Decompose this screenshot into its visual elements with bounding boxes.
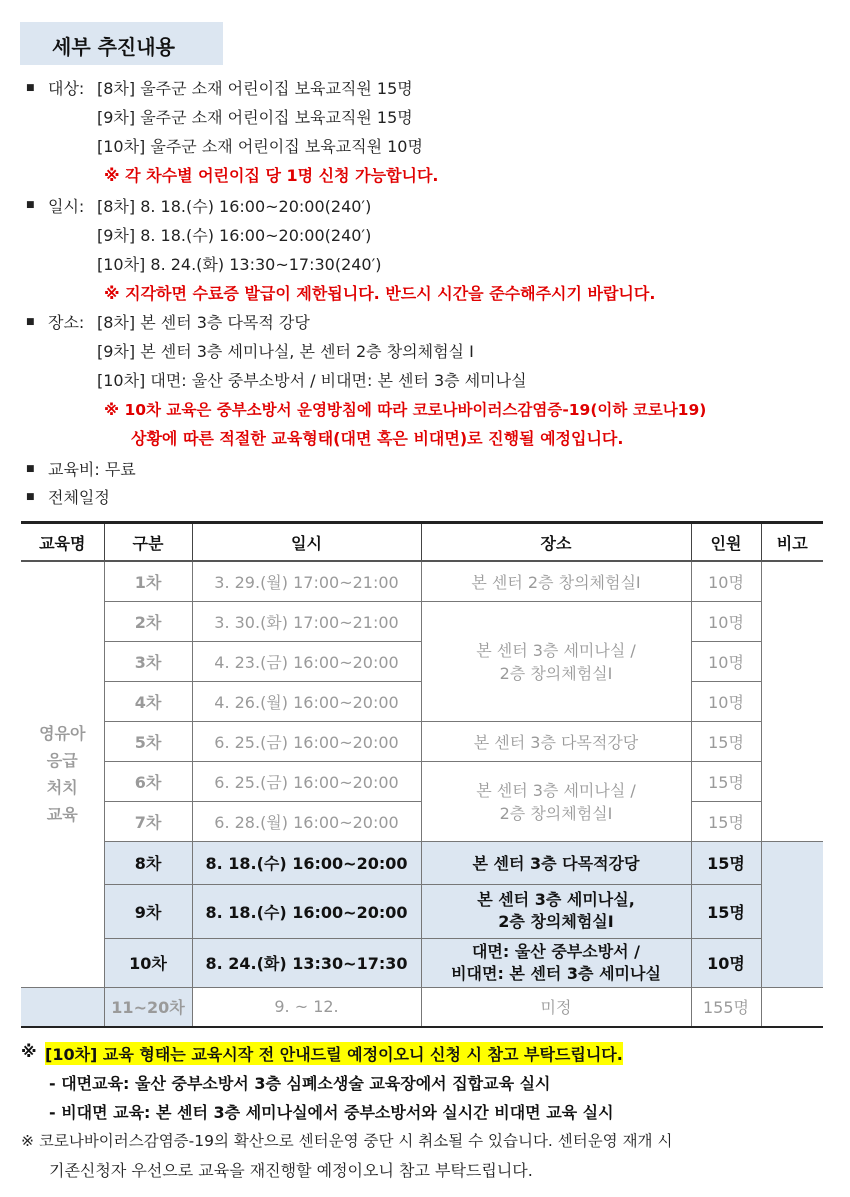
count-cell: 155명 xyxy=(691,987,761,1027)
place-cell: 미정 xyxy=(421,987,691,1027)
notes-last: 기존신청자 우선으로 교육을 재진행할 예정이오니 참고 부탁드립니다. xyxy=(49,1161,533,1180)
count-cell: 15명 xyxy=(691,761,761,801)
table-row xyxy=(21,721,823,761)
round-cell: 6차 xyxy=(104,761,192,801)
bullet-icon: ■ xyxy=(26,492,35,502)
round-cell: 5차 xyxy=(104,721,192,761)
date-cell: 6. 25.(금) 16:00~20:00 xyxy=(192,721,421,761)
place-line: 2층 창의체험실Ⅰ xyxy=(499,804,613,823)
bullet-icon: ■ xyxy=(26,83,35,93)
place-line: 본 센터 3층 세미나실 / xyxy=(476,641,636,660)
place-label: 장소: xyxy=(48,313,85,332)
course-name-line: 영유아 xyxy=(39,724,86,744)
datetime-line: [9차] 8. 18.(수) 16:00~20:00(240′) xyxy=(97,226,372,245)
bullet-icon: ■ xyxy=(26,464,35,474)
datetime-line: [8차] 8. 18.(수) 16:00~20:00(240′) xyxy=(97,197,372,216)
date-cell: 6. 25.(금) 16:00~20:00 xyxy=(192,761,421,801)
place-line: 2층 창의체험실Ⅰ xyxy=(499,664,613,683)
round-cell: 9차 xyxy=(104,884,192,938)
round-cell: 2차 xyxy=(104,601,192,641)
place-cell xyxy=(421,601,691,721)
place-line: 비대면: 본 센터 3층 세미나실 xyxy=(451,963,661,983)
date-cell: 9. ~ 12. xyxy=(192,987,421,1027)
datetime-notice: ※ 지각하면 수료증 발급이 제한됩니다. 반드시 시간을 준수해주시기 바랍니다. xyxy=(104,284,656,303)
datetime-line: [10차] 8. 24.(화) 13:30~17:30(240′) xyxy=(97,255,382,274)
count-cell: 15명 xyxy=(691,721,761,761)
course-name-line: 응급 xyxy=(46,751,78,771)
remark-cell xyxy=(761,841,823,987)
date-cell: 8. 18.(수) 16:00~20:00 xyxy=(192,841,421,884)
table-header-row xyxy=(21,523,823,562)
header-course: 교육명 xyxy=(21,523,104,562)
place-notice: ※ 10차 교육은 중부소방서 운영방침에 따라 코로나바이러스감염증-19(이하 코로나19) xyxy=(104,401,707,419)
target-line: [9차] 울주군 소재 어린이집 보육교직원 15명 xyxy=(97,108,413,127)
date-cell: 4. 23.(금) 16:00~20:00 xyxy=(192,641,421,681)
table-row xyxy=(21,561,823,601)
date-cell: 8. 18.(수) 16:00~20:00 xyxy=(192,884,421,938)
place-cell: 본 센터 3층 다목적강당 xyxy=(421,841,691,884)
count-cell: 10명 xyxy=(691,681,761,721)
count-cell: 10명 xyxy=(691,601,761,641)
notes-mark: ※ xyxy=(21,1042,37,1061)
place-cell xyxy=(421,938,691,987)
table-row xyxy=(21,884,823,938)
notes-highlight: [10차] 교육 형태는 교육시작 전 안내드릴 예정이오니 신청 시 참고 부탁드립니다. xyxy=(45,1042,623,1065)
place-line: 본 센터 3층 세미나실, xyxy=(477,890,635,909)
place-line: 본 센터 3층 세미나실 / xyxy=(476,781,636,800)
course-name-line: 처치 xyxy=(46,778,78,798)
header-datetime: 일시 xyxy=(192,523,421,562)
course-name-cell xyxy=(21,561,104,987)
target-line: [8차] 울주군 소재 어린이집 보육교직원 15명 xyxy=(97,79,413,98)
place-line: [8차] 본 센터 3층 다목적 강당 xyxy=(97,313,310,332)
header-place: 장소 xyxy=(421,523,691,562)
count-cell: 10명 xyxy=(691,641,761,681)
table-row xyxy=(21,938,823,987)
table-row xyxy=(21,761,823,801)
round-cell: 10차 xyxy=(104,938,192,987)
fee-text: 교육비: 무료 xyxy=(48,460,136,479)
course-name-line: 교육 xyxy=(46,805,78,825)
place-cell xyxy=(421,884,691,938)
bullet-icon: ■ xyxy=(26,317,35,327)
round-cell: 1차 xyxy=(104,561,192,601)
schedule-table xyxy=(21,521,823,1028)
round-cell: 8차 xyxy=(104,841,192,884)
remark-cell xyxy=(761,987,823,1027)
table-row xyxy=(21,601,823,641)
target-notice: ※ 각 차수별 어린이집 당 1명 신청 가능합니다. xyxy=(104,166,439,185)
table-row xyxy=(21,987,823,1027)
round-cell: 4차 xyxy=(104,681,192,721)
count-cell: 10명 xyxy=(691,938,761,987)
date-cell: 8. 24.(화) 13:30~17:30 xyxy=(192,938,421,987)
place-line: 2층 창의체험실Ⅰ xyxy=(498,912,614,931)
count-cell: 10명 xyxy=(691,561,761,601)
notes-sub: - 대면교육: 울산 중부소방서 3층 심폐소생술 교육장에서 집합교육 실시 xyxy=(49,1074,551,1093)
header-round: 구분 xyxy=(104,523,192,562)
count-cell: 15명 xyxy=(691,801,761,841)
round-cell: 7차 xyxy=(104,801,192,841)
date-cell: 3. 29.(월) 17:00~21:00 xyxy=(192,561,421,601)
date-cell: 6. 28.(월) 16:00~20:00 xyxy=(192,801,421,841)
count-cell: 15명 xyxy=(691,884,761,938)
schedule-label: 전체일정 xyxy=(48,488,110,507)
round-cell: 3차 xyxy=(104,641,192,681)
header-count: 인원 xyxy=(691,523,761,562)
place-cell xyxy=(421,761,691,841)
place-notice: 상황에 따른 적절한 교육형태(대면 혹은 비대면)로 진행될 예정입니다. xyxy=(131,429,624,448)
place-line: 대면: 울산 중부소방서 / xyxy=(471,941,641,961)
target-line: [10차] 울주군 소재 어린이집 보육교직원 10명 xyxy=(97,137,423,156)
header-remark: 비고 xyxy=(761,523,823,562)
date-cell: 3. 30.(화) 17:00~21:00 xyxy=(192,601,421,641)
count-cell: 15명 xyxy=(691,841,761,884)
place-cell: 본 센터 2층 창의체험실Ⅰ xyxy=(421,561,691,601)
target-label: 대상: xyxy=(48,79,85,98)
place-cell: 본 센터 3층 다목적강당 xyxy=(421,721,691,761)
course-name-cell xyxy=(21,987,104,1027)
notes-last: ※ 코로나바이러스감염증-19의 확산으로 센터운영 중단 시 취소될 수 있습니다. 센터운영 재개 시 xyxy=(21,1132,673,1150)
date-cell: 4. 26.(월) 16:00~20:00 xyxy=(192,681,421,721)
place-line: [9차] 본 센터 3층 세미나실, 본 센터 2층 창의체험실 Ⅰ xyxy=(97,342,474,361)
place-line: [10차] 대면: 울산 중부소방서 / 비대면: 본 센터 3층 세미나실 xyxy=(97,371,527,390)
datetime-label: 일시: xyxy=(48,197,85,216)
remark-cell xyxy=(761,561,823,841)
bullet-icon: ■ xyxy=(26,200,35,210)
table-row xyxy=(21,841,823,884)
round-cell: 11~20차 xyxy=(104,987,192,1027)
notes-sub: - 비대면 교육: 본 센터 3층 세미나실에서 중부소방서와 실시간 비대면 교육 실시 xyxy=(49,1103,614,1122)
section-title: 세부 추진내용 xyxy=(52,35,175,59)
